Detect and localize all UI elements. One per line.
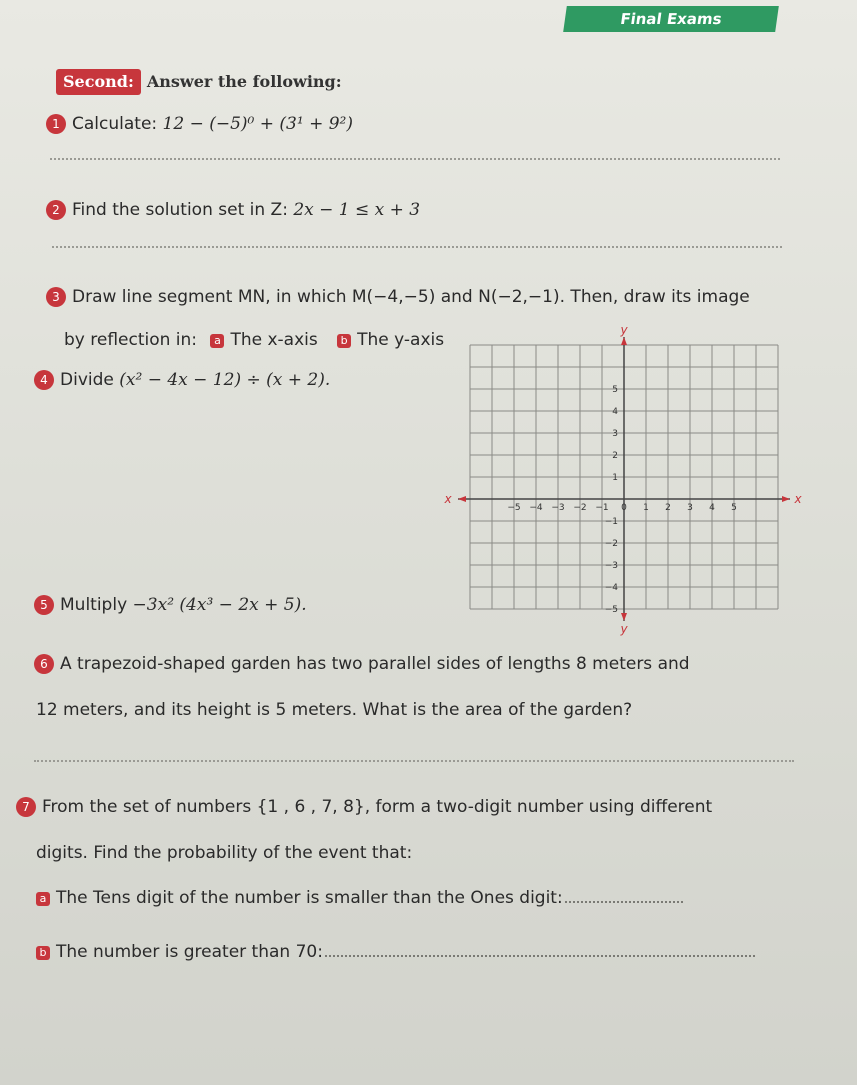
y-tick-label: −1 [604,517,618,527]
sub-text-b: The y-axis [357,330,445,350]
question-6 [34,654,690,674]
y-axis-label: y [620,323,628,337]
question-number: 3 [46,287,66,307]
question-number: 6 [34,654,54,674]
x-tick-label: −5 [507,503,521,513]
question-7 [16,797,712,817]
y-axis-arrow [621,337,627,345]
sub-label-b: b [36,946,50,960]
question-number: 5 [34,595,54,615]
grid-labels [443,323,802,636]
question-text: From the set of numbers {1 , 6 , 7, 8}, form a two-digit number using different [42,797,713,817]
x-tick-label: 0 [621,503,627,513]
question-7-line-2 [36,843,412,863]
question-text: digits. Find the probability of the event that: [36,843,413,863]
y-tick-label: −3 [604,561,618,571]
y-tick-label: 3 [612,429,618,439]
y-tick-label: −5 [604,605,618,615]
x-tick-label: 4 [709,503,715,513]
answer-line[interactable] [50,158,780,160]
x-tick-label: −1 [595,503,609,513]
question-7-part-b [36,942,755,962]
x-tick-label: −2 [573,503,587,513]
section-title: Answer the following: [146,72,342,91]
question-label: Multiply [60,595,128,615]
sub-label-b: b [337,334,351,348]
y-tick-label: 5 [612,385,618,395]
x-tick-label: 3 [687,503,693,513]
question-label: Find the solution set in Z: [72,200,288,220]
question-number: 7 [16,797,36,817]
question-text: A trapezoid-shaped garden has two parallel sides of lengths 8 meters and [60,654,690,674]
x-tick-label: −4 [529,503,543,513]
question-label: Calculate: [72,114,158,134]
sub-label-a: a [36,892,50,906]
question-3-parts [64,330,444,350]
answer-blank[interactable] [325,955,755,957]
question-5 [34,595,307,615]
answer-line[interactable] [52,246,782,248]
sub-label-a: a [210,334,224,348]
answer-blank[interactable] [565,901,683,903]
coordinate-grid[interactable] [440,323,802,655]
question-number: 4 [34,370,54,390]
question-2 [46,200,420,220]
question-text: 12 meters, and its height is 5 meters. What is the area of the garden? [36,700,633,720]
y-tick-label: 2 [612,451,618,461]
question-label: Divide [60,370,114,390]
section-heading [56,72,342,91]
grid-lines [458,337,790,621]
section-tag: Second: [56,69,141,95]
x-neg-axis-label: x [444,492,452,506]
y-tick-label: 4 [612,407,618,417]
question-text: Draw line segment MN, in which M(−4,−5) and N(−2,−1). Then, draw its image [72,287,750,307]
y-tick-label: −4 [604,583,618,593]
question-expression: (x² − 4x − 12) ÷ (x + 2). [119,370,331,390]
question-number: 2 [46,200,66,220]
question-6-line-2 [36,700,632,720]
x-neg-axis-arrow [458,496,466,502]
y-tick-label: 1 [612,473,618,483]
question-text: by reflection in: [64,330,198,350]
question-7-part-a [36,888,683,908]
x-tick-label: −3 [551,503,565,513]
x-tick-label: 2 [665,503,671,513]
question-number: 1 [46,114,66,134]
x-tick-label: 1 [643,503,649,513]
question-expression: 2x − 1 ≤ x + 3 [293,200,421,220]
question-3 [46,287,750,307]
sub-text-a: The Tens digit of the number is smaller than the Ones digit: [56,888,563,908]
sub-text-b: The number is greater than 70: [56,942,323,962]
y-tick-label: −2 [604,539,618,549]
x-axis-label: x [794,492,802,506]
question-expression: −3x² (4x³ − 2x + 5). [132,595,307,615]
answer-line[interactable] [34,760,794,762]
y-neg-axis-label: y [620,622,628,636]
question-1 [46,114,353,134]
x-tick-label: 5 [731,503,737,513]
question-expression: 12 − (−5)⁰ + (3¹ + 9²) [162,114,353,134]
y-neg-axis-arrow [621,613,627,621]
question-4 [34,370,330,390]
x-axis-arrow [782,496,790,502]
exam-banner: Final Exams [563,6,779,32]
sub-text-a: The x-axis [230,330,318,350]
